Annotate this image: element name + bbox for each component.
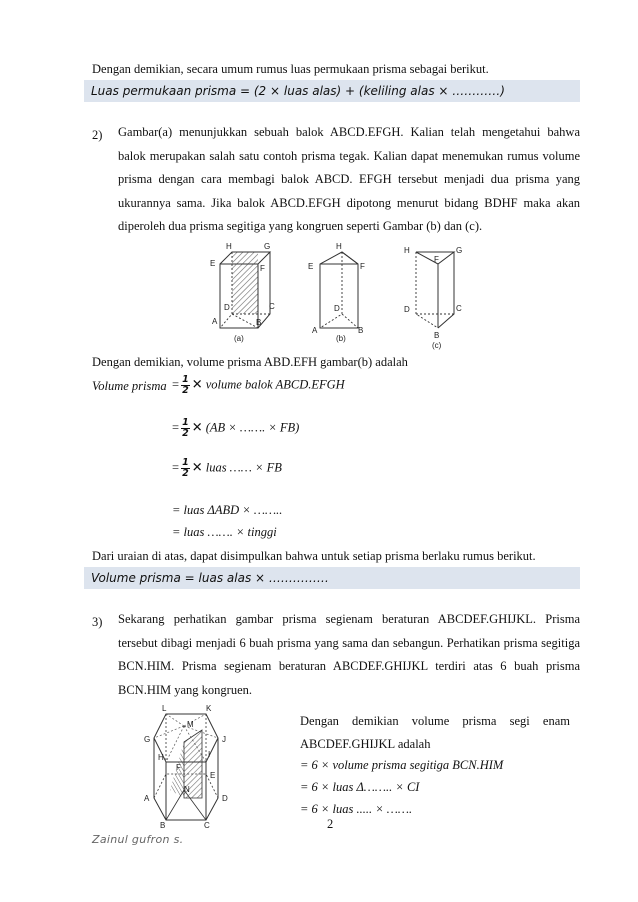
fig-c-label-F: F bbox=[434, 255, 439, 264]
figure-c bbox=[404, 246, 462, 350]
hex-label-G: G bbox=[144, 735, 151, 744]
hex-label-E: E bbox=[210, 771, 216, 780]
item3-number: 3) bbox=[92, 615, 103, 629]
fig-c-label-D: D bbox=[404, 305, 410, 314]
volume-line-1: = $\frac{1}{2}$ ✕ volume balok ABCD.EFGH bbox=[172, 374, 345, 396]
volume-line-2: = $\frac{1}{2}$ ✕ (AB × ……. × FB) bbox=[172, 417, 300, 439]
volume-label: Volume prisma bbox=[92, 379, 167, 393]
hex-label-L: L bbox=[162, 704, 167, 713]
fig-b-label-E: E bbox=[308, 262, 314, 271]
hex-label-F: F bbox=[176, 763, 181, 772]
hex-label-K: K bbox=[206, 704, 212, 713]
hex-volume-line-3: = 6 × luas ..... × ……. bbox=[300, 802, 413, 816]
fig-a-label-D: D bbox=[224, 303, 230, 312]
item3-text: Sekarang perhatikan gambar prisma segienam beraturan ABCDEF.GHIJKL. Prisma tersebut dibagi menjadi 6 buah prisma yang sama dan sebangun. Perhatikan prisma segitiga BCN.HIM. Prisma segienam beraturan ABCDEF.GHIJKL terdiri atas 6 buah prisma BCN.HIM yang kongruen. bbox=[118, 612, 580, 697]
fig-a-label-F: F bbox=[260, 264, 265, 273]
conclusion-text: Dari uraian di atas, dapat disimpulkan bahwa untuk setiap prisma berlaku rumus berikut. bbox=[92, 549, 536, 563]
volume-line-3: = $\frac{1}{2}$ ✕ luas …… × FB bbox=[172, 457, 282, 479]
fig-b-label-H: H bbox=[336, 242, 342, 251]
hex-volume-line-2: = 6 × luas Δ…….. × CI bbox=[300, 780, 420, 794]
fig-a-label-A: A bbox=[212, 317, 218, 326]
fig-a-caption: (a) bbox=[234, 334, 244, 343]
prism-figures bbox=[200, 238, 480, 350]
volume-formula: Volume prisma = luas alas × …………… bbox=[91, 571, 329, 585]
volume-line-4: = luas ΔABD × …….. bbox=[172, 503, 283, 517]
hex-label-J: J bbox=[222, 735, 226, 744]
fig-a-label-G: G bbox=[264, 242, 271, 251]
volume-line-5: = luas ……. × tinggi bbox=[172, 525, 277, 539]
hex-label-C: C bbox=[204, 821, 210, 828]
fig-b-label-D: D bbox=[334, 304, 340, 313]
hex-label-A: A bbox=[144, 794, 150, 803]
hex-label-D: D bbox=[222, 794, 228, 803]
fig-c-caption: (c) bbox=[432, 341, 442, 350]
fig-a-label-E: E bbox=[210, 259, 216, 268]
hex-volume-intro: Dengan demikian volume prisma segi enam ABCDEF.GHIJKL adalah bbox=[300, 714, 570, 751]
hex-label-H: H bbox=[158, 753, 164, 762]
fig-a-label-C: C bbox=[269, 302, 275, 311]
fig-c-label-B: B bbox=[434, 331, 440, 340]
author-signature: Zainul gufron s. bbox=[92, 833, 184, 846]
volume-formula-box bbox=[84, 567, 580, 589]
surface-formula-box bbox=[84, 80, 580, 102]
fig-a-label-B: B bbox=[256, 318, 262, 327]
fig-b-label-F: F bbox=[360, 262, 365, 271]
hex-label-B: B bbox=[160, 821, 166, 828]
surface-formula: Luas permukaan prisma = (2 × luas alas) + (keliling alas × …………) bbox=[91, 84, 505, 98]
fig-c-label-H: H bbox=[404, 246, 410, 255]
hex-volume-line-1: = 6 × volume prisma segitiga BCN.HIM bbox=[300, 758, 504, 772]
item2-number: 2) bbox=[92, 128, 103, 142]
fig-b-label-B: B bbox=[358, 326, 364, 335]
fig-b-caption: (b) bbox=[336, 334, 346, 343]
volume-intro: Dengan demikian, volume prisma ABD.EFH gambar(b) adalah bbox=[92, 355, 408, 369]
page-number: 2 bbox=[327, 817, 334, 831]
hex-label-I: I bbox=[208, 750, 211, 759]
fig-c-label-C: C bbox=[456, 304, 462, 313]
hexagonal-prism-figure bbox=[140, 702, 240, 828]
fig-a-label-H: H bbox=[226, 242, 232, 251]
fig-c-label-G: G bbox=[456, 246, 463, 255]
fig-b-label-A: A bbox=[312, 326, 318, 335]
figure-b bbox=[308, 242, 365, 343]
hex-label-N: N bbox=[184, 785, 190, 794]
figure-a bbox=[210, 242, 275, 343]
hex-label-M: M bbox=[187, 720, 194, 729]
intro-text: Dengan demikian, secara umum rumus luas permukaan prisma sebagai berikut. bbox=[92, 62, 489, 76]
item2-text: Gambar(a) menunjukkan sebuah balok ABCD.EFGH. Kalian telah mengetahui bahwa balok merupakan salah satu contoh prisma tegak. Kalian dapat menemukan rumus volume prisma dengan cara membagi balok ABCD. EFGH tersebut menjadi dua prisma yang ukurannya sama. Jika balok ABCD.EFGH dipotong menurut bidang BDHF maka akan diperoleh dua prisma segitiga yang kongruen seperti Gambar (b) dan (c). bbox=[118, 125, 580, 233]
